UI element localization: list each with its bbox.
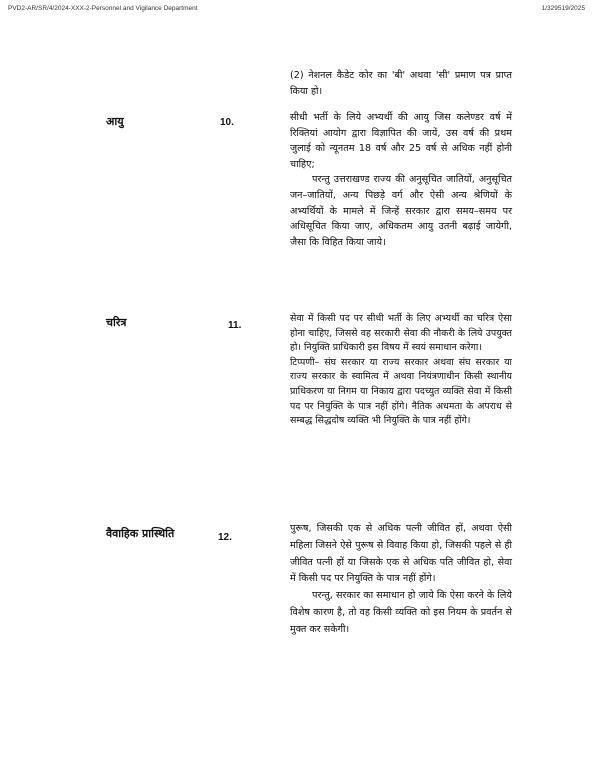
ncc-certificate-clause: (2) नेशनल कैडेट कोर का 'बी' अथवा 'सी' प्रमाण पत्र प्राप्त किया हो।	[290, 70, 512, 97]
character-rule-paragraph: सेवा में किसी पद पर सीधी भर्ती के लिए अभ्यर्थी का चरित्र ऐसा होना चाहिए, जिससे वह सरकारी सेवा की नौकरी के लिये उपयुक्त हो। नियुक्ति प्राधिकारी इस विषय में स्वयं समाधान करेगा।	[290, 313, 512, 354]
section-number-age: 10.	[220, 117, 234, 128]
character-note-paragraph: टिप्पणी– संघ सरकार या राज्य सरकार अथवा संघ सरकार या राज्य सरकार के स्वामित्व में अथवा नियंत्रणाधीन किसी स्थानीय प्राधिकरण या निगम या निकाय द्वारा पदच्युत व्यक्ति सेवा में किसी पद पर नियुक्ति के पात्र नहीं होंगे। नैतिक अधमता के अपराध से सम्बद्ध सिद्धदोष व्यक्ति भी नियुक्ति के पात्र नहीं होंगे।	[290, 356, 512, 427]
marital-rule-paragraph: पुरूष, जिसकी एक से अधिक पत्नी जीवित हों, अथवा ऐसी महिला जिसने ऐसे पुरूष से विवाह किया हो, जिसकी पहले से ही जीवित पत्नी हों या जिसके एक से अधिक पति जीवित हो, सेवा में किसी पद पर नियुक्ति के पात्र नहीं होंगे।	[290, 523, 512, 585]
marital-proviso-paragraph: परन्तु, सरकार का समाधान हो जाये कि ऐसा करने के लिये विशेष कारण है, तो वह किसी व्यक्ति को इस नियम के प्रवर्तन से मुक्त कर सकेगी।	[290, 590, 512, 635]
section-number-character: 11.	[228, 320, 242, 331]
section-number-marital-status: 12.	[218, 532, 232, 543]
top-paragraph-block	[290, 68, 512, 99]
header-document-number: 1/329519/2025	[541, 5, 585, 12]
section-label-age: आयु	[106, 115, 124, 128]
header-reference: PVD2-AR/SR/4/2024-XXX-2-Personnel and Vigilance Department	[8, 5, 198, 12]
section-body-marital-status	[290, 521, 512, 639]
section-body-character	[290, 312, 512, 429]
section-label-marital-status: वैवाहिक प्रास्थिति	[106, 527, 175, 540]
age-rule-paragraph: सीधी भर्ती के लिये अभ्यर्थी की आयु जिस कलेण्डर वर्ष में रिक्तियां आयोग द्वारा विज्ञापित की जायें, उस वर्ष की प्रथम जुलाई को न्यूनतम 18 वर्ष और 25 वर्ष से अधिक नहीं होनी चाहिए;	[290, 112, 512, 170]
age-proviso-paragraph: परन्तु उत्तराखण्ड राज्य की अनुसूचित जातियों, अनुसूचित जन–जातियों, अन्य पिछड़े वर्ग और ऐसी अन्य श्रेणियों के अभ्यर्थियों के मामले में जिन्हें सरकार द्वारा समय–समय पर अधिसूचित किया जाए, अधिकतम आयु उतनी बढ़ाई जायेगी, जैसा कि विहित किया जाये।	[290, 174, 512, 248]
section-body-age	[290, 110, 512, 250]
section-label-character: चरित्र	[106, 316, 127, 329]
